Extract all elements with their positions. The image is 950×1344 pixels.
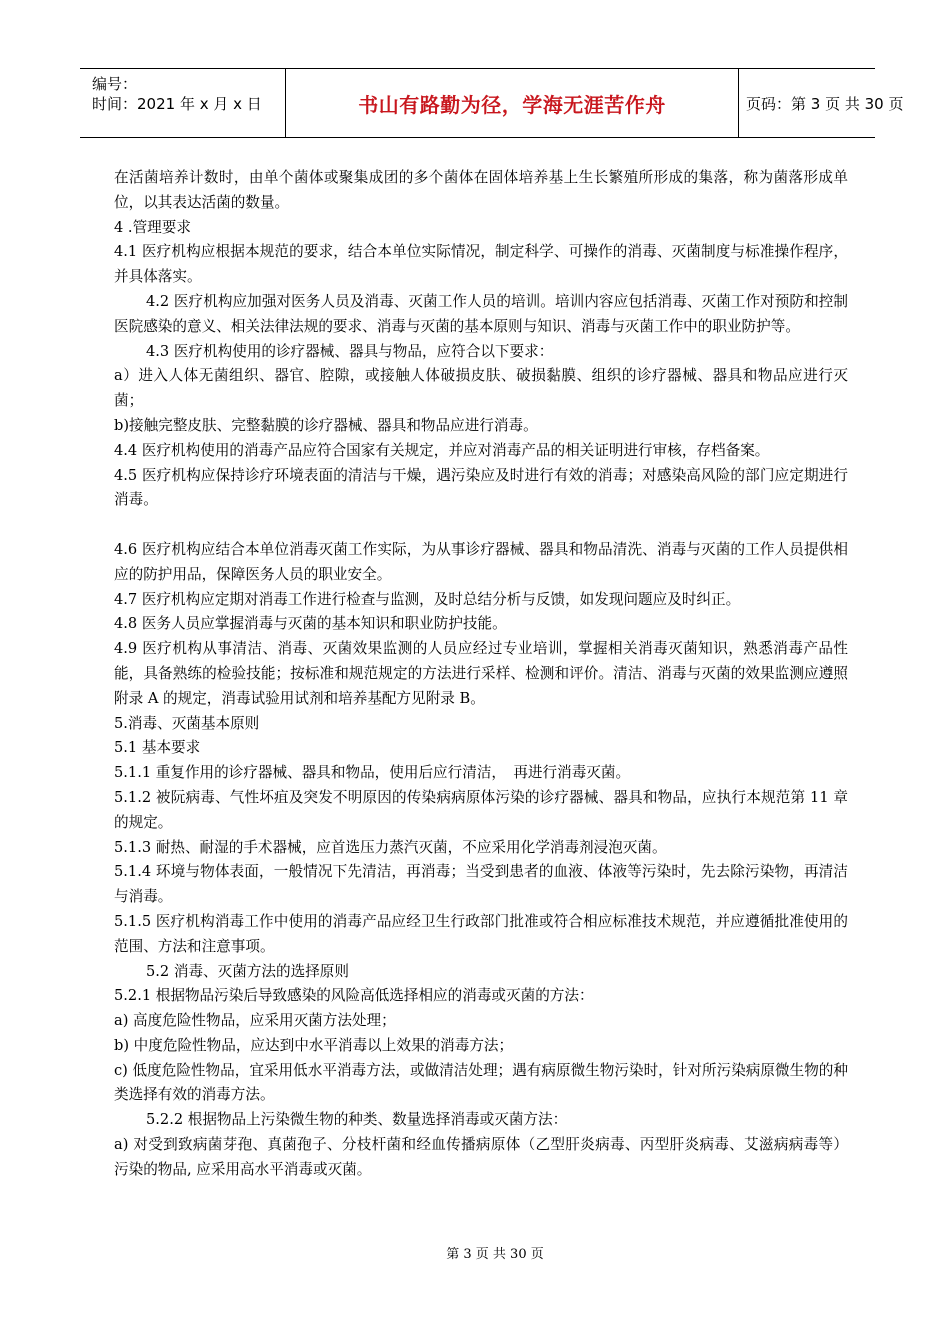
page-header (80, 68, 904, 138)
paragraph: a) 对受到致病菌芽孢、真菌孢子、分枝杆菌和经血传播病原体（乙型肝炎病毒、丙型肝炎病毒、艾滋病病毒等）污染的物品, 应采用高水平消毒或灭菌。 (114, 1136, 848, 1178)
header-motto-cell (285, 69, 739, 137)
paragraph: b) 中度危险性物品，应达到中水平消毒以上效果的消毒方法； (114, 1036, 514, 1054)
paragraph: 5.2.2 根据物品上污染微生物的种类、数量选择消毒或灭菌方法： (146, 1111, 568, 1129)
paragraph: 5.2.1 根据物品污染后导致感染的风险高低选择相应的消毒或灭菌的方法： (114, 987, 594, 1005)
document-body (114, 166, 848, 1183)
header-page-cell (738, 69, 904, 137)
page-footer: 第 3 页 共 30 页 (446, 1247, 544, 1262)
paragraph: 4.6 医疗机构应结合本单位消毒灭菌工作实际，为从事诊疗器械、器具和物品清洗、消毒与灭菌的工作人员提供相应的防护用品，保障医务人员的职业安全。 (114, 540, 848, 583)
paragraph: 5.1.1 重复作用的诊疗器械、器具和物品，使用后应行清洁， 再进行消毒灭菌。 (114, 764, 631, 782)
paragraph: 4.9 医疗机构从事清洁、消毒、灭菌效果监测的人员应经过专业培训，掌握相关消毒灭菌知识，熟悉消毒产品性能，具备熟练的检验技能；按标准和规范规定的方法进行采样、检测和评价。清洁、消毒与灭菌的效果监测应遵照附录 A 的规定，消毒试验用试剂和培养基配方见附录 B。 (114, 640, 848, 707)
subsection-heading: 5.2 消毒、灭菌方法的选择原则 (146, 962, 349, 980)
paragraph: 4.7 医疗机构应定期对消毒工作进行检查与监测，及时总结分析与反馈，如发现问题应及时纠正。 (114, 590, 741, 608)
paragraph: 5.1.5 医疗机构消毒工作中使用的消毒产品应经卫生行政部门批准或符合相应标准技术规范，并应遵循批准使用的范围、方法和注意事项。 (114, 912, 848, 955)
paragraph: 4.8 医务人员应掌握消毒与灭菌的基本知识和职业防护技能。 (114, 615, 507, 633)
header-motto: 书山有路勤为径，学海无涯苦作舟 (358, 92, 666, 117)
paragraph: 4.4 医疗机构使用的消毒产品应符合国家有关规定，并应对消毒产品的相关证明进行审核，存档备案。 (114, 441, 770, 459)
header-left-cell (80, 69, 285, 137)
section-heading: 4 .管理要求 (114, 218, 191, 236)
paragraph: 4.3 医疗机构使用的诊疗器械、器具与物品，应符合以下要求： (146, 342, 554, 360)
paragraph: c) 低度危险性物品，宜采用低水平消毒方法，或做清洁处理；遇有病原微生物污染时，针对所污染病原微生物的种类选择有效的消毒方法。 (114, 1061, 848, 1104)
paragraph: 5.1.4 环境与物体表面，一般情况下先清洁，再消毒；当受到患者的血液、体液等污染时，先去除污染物，再清洁与消毒。 (114, 863, 848, 906)
subsection-heading: 5.1 基本要求 (114, 739, 201, 757)
paragraph: 在活菌培养计数时，由单个菌体或聚集成团的多个菌体在固体培养基上生长繁殖所形成的集落，称为菌落形成单位，以其表达活菌的数量。 (114, 169, 848, 211)
paragraph: a）进入人体无菌组织、器官、腔隙，或接触人体破损皮肤、破损黏膜、组织的诊疗器械、器具和物品应进行灭菌； (114, 367, 848, 410)
paragraph: 4.1 医疗机构应根据本规范的要求，结合本单位实际情况，制定科学、可操作的消毒、灭菌制度与标准操作程序，并具体落实。 (114, 243, 848, 286)
paragraph: a) 高度危险性物品，应采用灭菌方法处理； (114, 1012, 396, 1030)
paragraph: 4.5 医疗机构应保持诊疗环境表面的清洁与干燥，遇污染应及时进行有效的消毒；对感染高风险的部门应定期进行消毒。 (114, 466, 848, 509)
section-heading: 5.消毒、灭菌基本原则 (114, 714, 260, 732)
paragraph: 5.1.3 耐热、耐湿的手术器械，应首选压力蒸汽灭菌，不应采用化学消毒剂浸泡灭菌。 (114, 838, 667, 856)
header-page-number: 页码：第 3 页 共 30 页 (746, 94, 904, 113)
blank-line (114, 513, 848, 538)
document-number-label: 编号： (92, 75, 138, 93)
paragraph: b)接触完整皮肤、完整黏膜的诊疗器械、器具和物品应进行消毒。 (114, 416, 538, 434)
document-time-label: 时间：2021 年 x 月 x 日 (92, 95, 262, 113)
paragraph: 4.2 医疗机构应加强对医务人员及消毒、灭菌工作人员的培训。培训内容应包括消毒、灭菌工作对预防和控制医院感染的意义、相关法律法规的要求、消毒与灭菌的基本原则与知识、消毒与灭菌工作中的职业防护等。 (114, 292, 848, 335)
paragraph: 5.1.2 被阮病毒、气性坏疽及突发不明原因的传染病病原体污染的诊疗器械、器具和物品，应执行本规范第 11 章的规定。 (114, 788, 848, 831)
